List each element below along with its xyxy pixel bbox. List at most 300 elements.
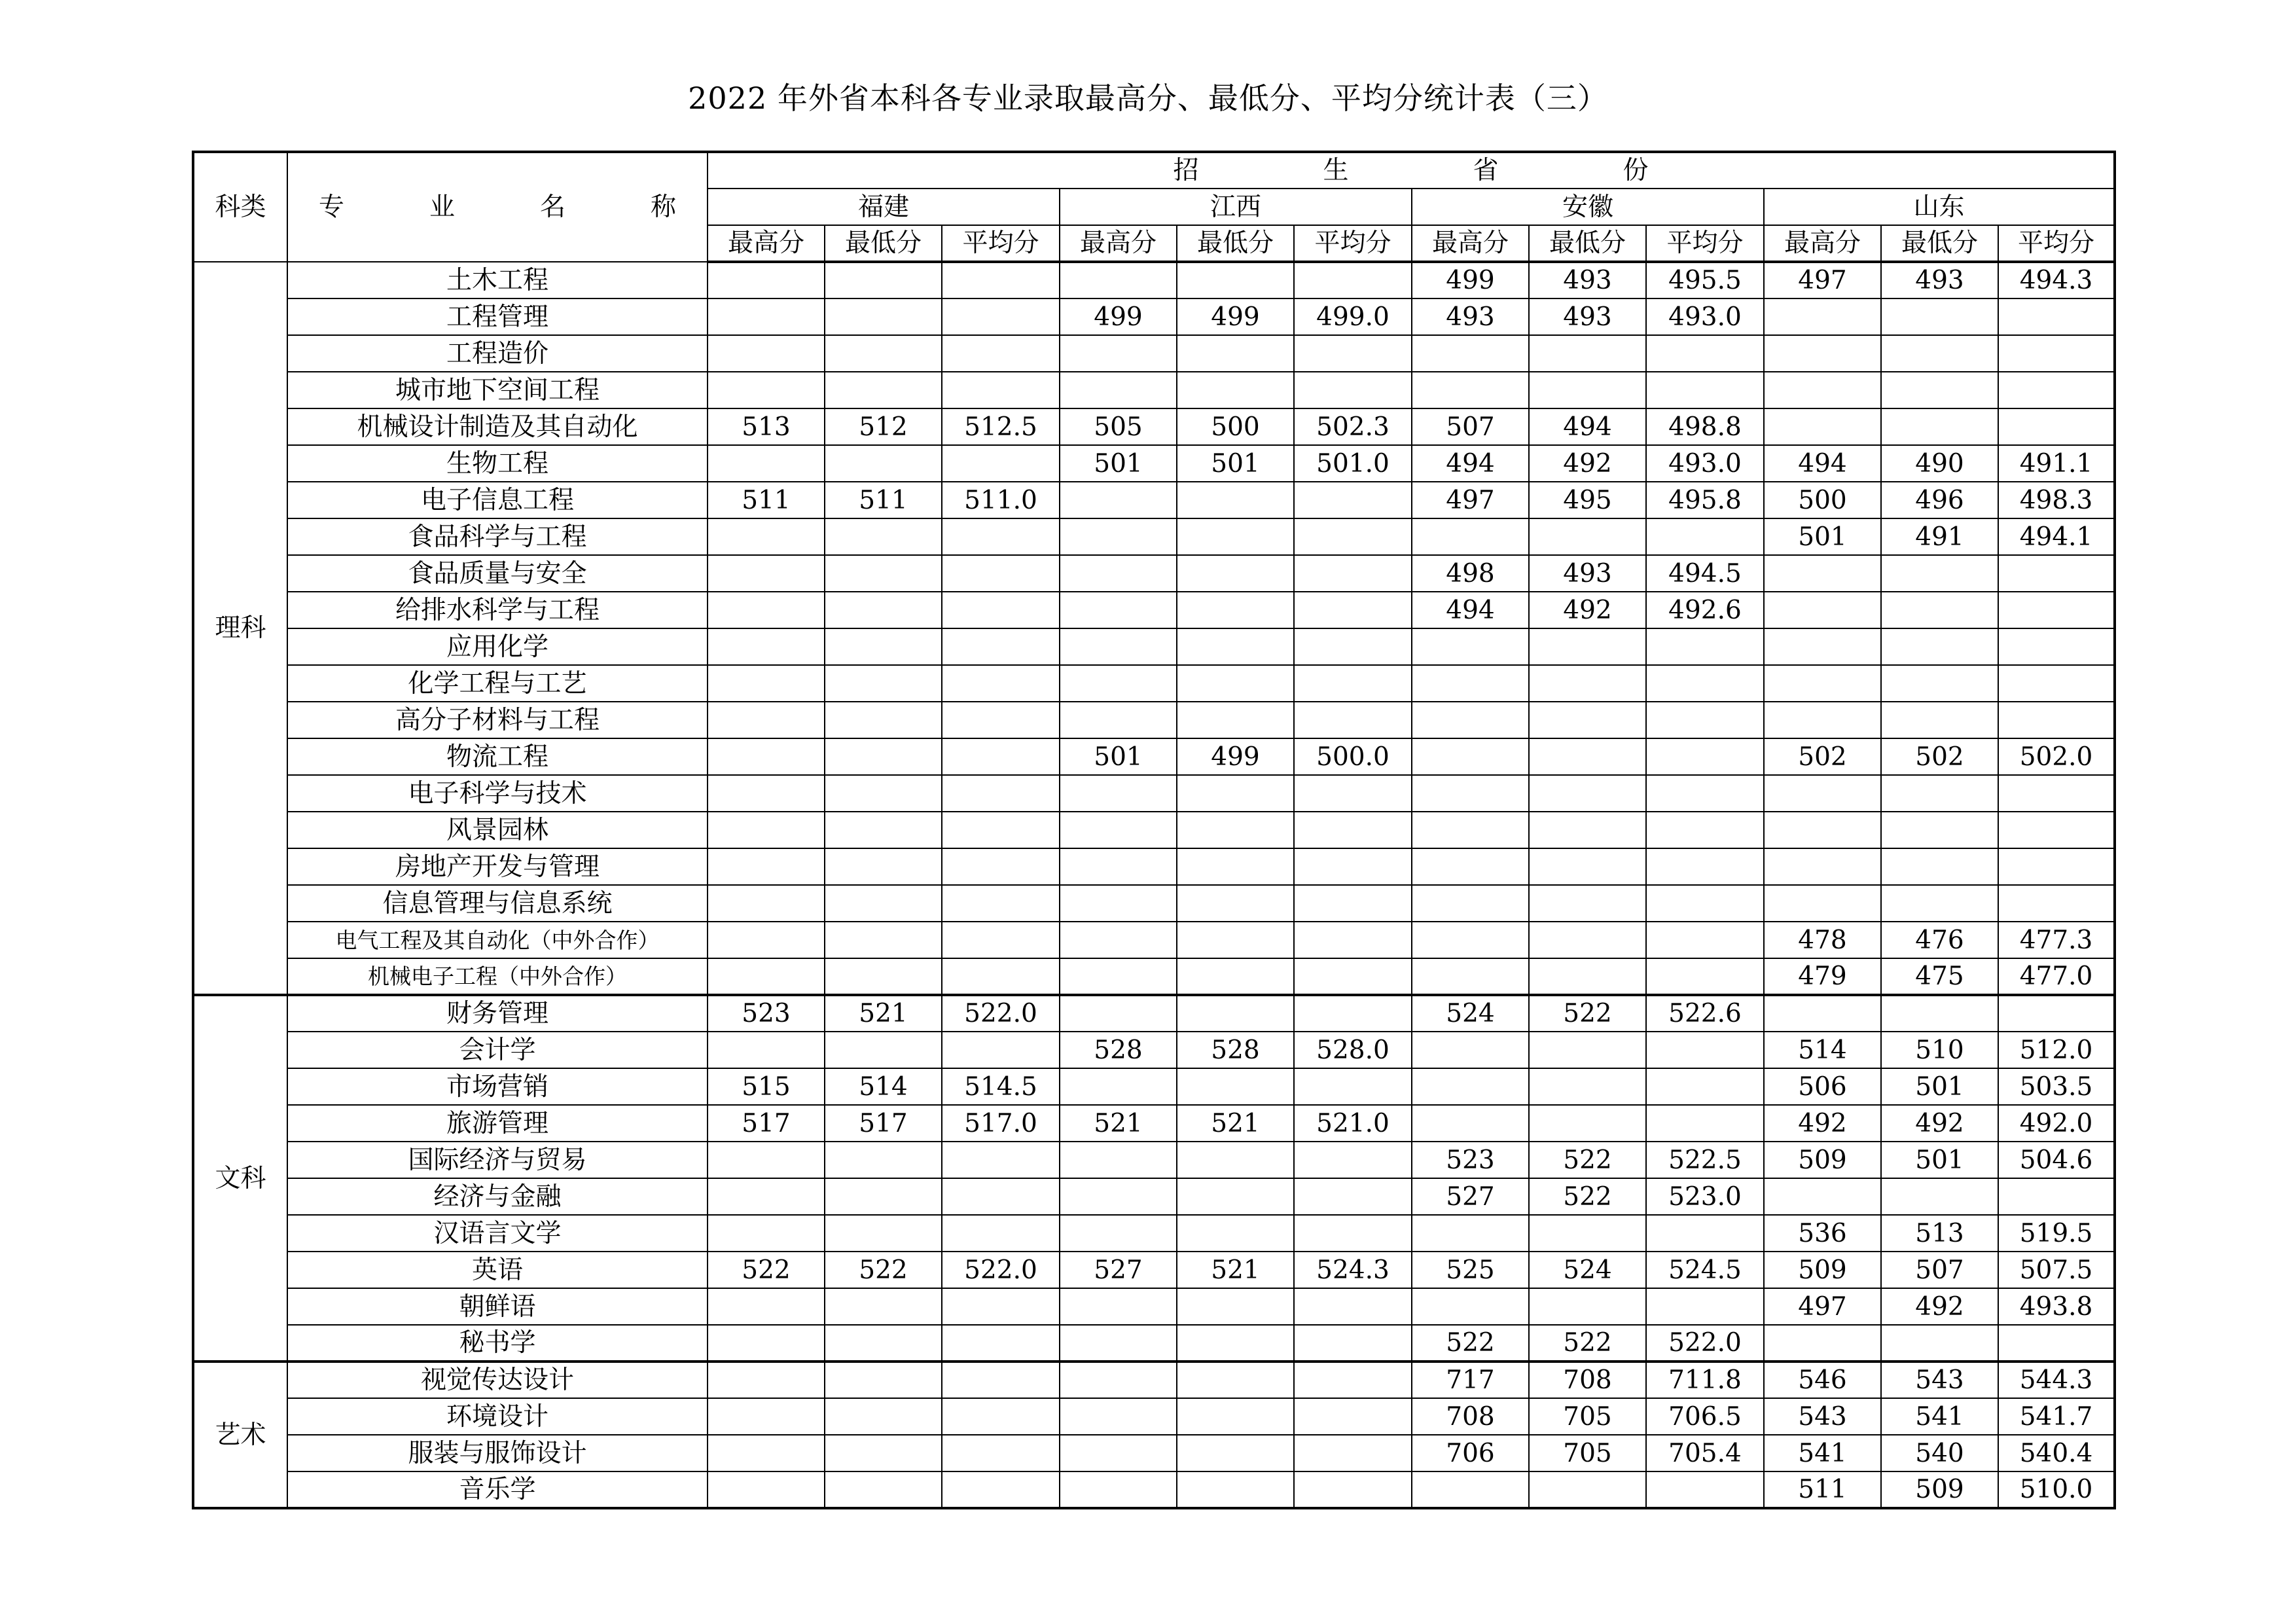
header-major-name (287, 152, 708, 262)
score-cell (1294, 1068, 1412, 1105)
table-row (193, 372, 2115, 408)
score-cell: 493.0 (1646, 298, 1764, 335)
score-cell: 511.0 (942, 482, 1060, 518)
major-name-cell: 朝鲜语 (287, 1288, 708, 1325)
score-cell: 522.6 (1646, 995, 1764, 1032)
score-cell (825, 1142, 942, 1178)
score-cell (1412, 848, 1529, 885)
score-cell (1412, 335, 1529, 372)
score-cell (1294, 592, 1412, 628)
major-name-cell: 物流工程 (287, 738, 708, 775)
score-cell (942, 702, 1060, 738)
score-cell: 541 (1881, 1398, 1998, 1435)
score-cell: 541.7 (1998, 1398, 2115, 1435)
major-name-cell: 土木工程 (287, 262, 708, 298)
score-cell (708, 885, 825, 922)
score-cell: 708 (1412, 1398, 1529, 1435)
major-name-cell: 环境设计 (287, 1398, 708, 1435)
score-cell (1764, 1178, 1881, 1215)
score-cell (1060, 812, 1177, 848)
score-cell: 497 (1764, 1288, 1881, 1325)
score-cell (1412, 1105, 1529, 1142)
score-cell: 494.1 (1998, 518, 2115, 555)
score-cell (942, 1435, 1060, 1471)
score-cell (1998, 812, 2115, 848)
score-cell (1177, 1471, 1294, 1508)
table-row (193, 812, 2115, 848)
score-cell (1529, 702, 1646, 738)
score-cell: 523 (1412, 1142, 1529, 1178)
score-cell: 517 (825, 1105, 942, 1142)
score-cell (1646, 1105, 1764, 1142)
score-cell (1764, 665, 1881, 702)
score-cell (1529, 665, 1646, 702)
score-cell (942, 738, 1060, 775)
score-cell (1881, 1178, 1998, 1215)
admission-score-table (192, 151, 2116, 1509)
score-cell (1881, 408, 1998, 445)
score-cell (1881, 298, 1998, 335)
score-cell (1060, 518, 1177, 555)
score-cell: 513 (1881, 1215, 1998, 1252)
header-sub-column: 最低分 (1881, 225, 1998, 262)
score-cell (1294, 885, 1412, 922)
score-cell: 705 (1529, 1398, 1646, 1435)
score-cell: 522.0 (942, 995, 1060, 1032)
score-cell: 501 (1764, 518, 1881, 555)
score-cell: 511 (708, 482, 825, 518)
score-cell (1529, 848, 1646, 885)
major-name-cell: 旅游管理 (287, 1105, 708, 1142)
score-cell: 523.0 (1646, 1178, 1764, 1215)
score-cell: 501 (1060, 445, 1177, 482)
score-cell: 540.4 (1998, 1435, 2115, 1471)
score-cell: 502.0 (1998, 738, 2115, 775)
score-cell: 546 (1764, 1362, 1881, 1398)
score-cell: 494 (1764, 445, 1881, 482)
score-cell (1646, 1068, 1764, 1105)
score-cell (1060, 702, 1177, 738)
score-cell (825, 518, 942, 555)
header-sub-column: 最低分 (825, 225, 942, 262)
score-cell: 524.3 (1294, 1252, 1412, 1288)
score-cell (1764, 1325, 1881, 1362)
score-cell (942, 628, 1060, 665)
score-cell (708, 922, 825, 958)
score-cell: 505 (1060, 408, 1177, 445)
score-cell: 506 (1764, 1068, 1881, 1105)
score-cell (825, 738, 942, 775)
score-cell (708, 958, 825, 995)
major-name-cell: 工程造价 (287, 335, 708, 372)
table-row (193, 1435, 2115, 1471)
score-cell: 509 (1881, 1471, 1998, 1508)
score-cell: 493.0 (1646, 445, 1764, 482)
score-cell (708, 592, 825, 628)
score-cell: 476 (1881, 922, 1998, 958)
major-name-cell: 机械电子工程（中外合作） (287, 958, 708, 995)
score-cell (942, 1032, 1060, 1068)
major-name-cell: 会计学 (287, 1032, 708, 1068)
score-cell (1412, 775, 1529, 812)
major-name-cell: 英语 (287, 1252, 708, 1288)
score-cell (1060, 1362, 1177, 1398)
score-cell (1764, 848, 1881, 885)
score-cell (1177, 665, 1294, 702)
score-cell: 524 (1529, 1252, 1646, 1288)
score-cell (825, 372, 942, 408)
score-cell (1998, 995, 2115, 1032)
score-cell: 493 (1529, 262, 1646, 298)
score-cell (1529, 775, 1646, 812)
major-name-cell: 应用化学 (287, 628, 708, 665)
score-cell: 711.8 (1646, 1362, 1764, 1398)
score-cell (825, 298, 942, 335)
score-cell (1764, 885, 1881, 922)
major-name-cell: 秘书学 (287, 1325, 708, 1362)
score-cell: 536 (1764, 1215, 1881, 1252)
score-cell: 512.0 (1998, 1032, 2115, 1068)
table-row (193, 885, 2115, 922)
major-name-cell: 工程管理 (287, 298, 708, 335)
score-cell (1177, 1435, 1294, 1471)
score-cell: 495.8 (1646, 482, 1764, 518)
table-row (193, 1471, 2115, 1508)
score-cell: 705 (1529, 1435, 1646, 1471)
score-cell: 491.1 (1998, 445, 2115, 482)
score-cell (1881, 628, 1998, 665)
score-cell: 499.0 (1294, 298, 1412, 335)
score-cell (1529, 922, 1646, 958)
score-cell (825, 555, 942, 592)
score-cell: 504.6 (1998, 1142, 2115, 1178)
score-cell: 514 (825, 1068, 942, 1105)
score-cell (825, 812, 942, 848)
score-cell (1646, 885, 1764, 922)
score-cell: 492 (1529, 592, 1646, 628)
score-cell: 493 (1881, 262, 1998, 298)
header-province: 福建 (708, 189, 1060, 225)
score-cell (1998, 1178, 2115, 1215)
score-cell (1294, 995, 1412, 1032)
table-row (193, 298, 2115, 335)
score-cell (942, 1142, 1060, 1178)
score-cell: 494 (1412, 592, 1529, 628)
major-name-cell: 电子信息工程 (287, 482, 708, 518)
score-cell: 522 (1529, 1142, 1646, 1178)
score-cell (825, 592, 942, 628)
score-cell: 543 (1881, 1362, 1998, 1398)
score-cell (825, 262, 942, 298)
table-row (193, 1215, 2115, 1252)
score-cell (1177, 628, 1294, 665)
score-cell: 527 (1060, 1252, 1177, 1288)
score-cell (1060, 628, 1177, 665)
score-cell: 706 (1412, 1435, 1529, 1471)
score-cell (708, 848, 825, 885)
score-cell (1412, 628, 1529, 665)
table-row (193, 1325, 2115, 1362)
table-row (193, 702, 2115, 738)
score-cell (1412, 665, 1529, 702)
score-cell: 521.0 (1294, 1105, 1412, 1142)
score-cell (1529, 335, 1646, 372)
score-cell (1529, 628, 1646, 665)
score-cell (1529, 1471, 1646, 1508)
score-cell (1294, 1288, 1412, 1325)
table-row (193, 922, 2115, 958)
table-row (193, 1105, 2115, 1142)
score-cell (1764, 702, 1881, 738)
score-cell (1764, 335, 1881, 372)
score-cell (708, 445, 825, 482)
score-cell: 477.0 (1998, 958, 2115, 995)
score-cell (1529, 812, 1646, 848)
header-major-name-text: 专 业 名 称 (318, 192, 677, 222)
score-cell: 494 (1412, 445, 1529, 482)
score-cell (1294, 665, 1412, 702)
score-cell (1177, 1398, 1294, 1435)
score-cell: 522 (1529, 1178, 1646, 1215)
score-cell: 522 (825, 1252, 942, 1288)
score-cell: 500 (1177, 408, 1294, 445)
major-name-cell: 财务管理 (287, 995, 708, 1032)
score-cell: 497 (1764, 262, 1881, 298)
header-sub-column: 平均分 (942, 225, 1060, 262)
score-cell: 514 (1764, 1032, 1881, 1068)
table-row (193, 1178, 2115, 1215)
score-cell (1998, 848, 2115, 885)
score-cell (1177, 775, 1294, 812)
score-cell (942, 1325, 1060, 1362)
major-name-cell: 音乐学 (287, 1471, 708, 1508)
score-cell (1294, 1142, 1412, 1178)
score-cell: 507 (1881, 1252, 1998, 1288)
score-cell: 541 (1764, 1435, 1881, 1471)
score-cell (1881, 592, 1998, 628)
score-cell (942, 298, 1060, 335)
score-cell (1060, 1215, 1177, 1252)
score-cell (1412, 922, 1529, 958)
table-row (193, 555, 2115, 592)
score-cell (1294, 848, 1412, 885)
score-cell (708, 1178, 825, 1215)
score-cell: 522 (1529, 1325, 1646, 1362)
score-cell (1646, 812, 1764, 848)
score-cell (1060, 482, 1177, 518)
score-cell (1060, 1068, 1177, 1105)
score-cell (1294, 775, 1412, 812)
score-cell: 492 (1529, 445, 1646, 482)
score-cell (1998, 592, 2115, 628)
score-cell: 513 (708, 408, 825, 445)
score-cell: 496 (1881, 482, 1998, 518)
score-cell (1881, 812, 1998, 848)
score-cell: 501 (1060, 738, 1177, 775)
score-cell (708, 1471, 825, 1508)
score-cell (1294, 262, 1412, 298)
score-cell (942, 1215, 1060, 1252)
header-sub-column: 最高分 (1412, 225, 1529, 262)
score-cell: 492 (1881, 1288, 1998, 1325)
score-cell (942, 262, 1060, 298)
score-cell: 522 (1529, 995, 1646, 1032)
score-cell: 522 (708, 1252, 825, 1288)
score-cell (942, 372, 1060, 408)
score-cell (1060, 372, 1177, 408)
table-row (193, 1288, 2115, 1325)
score-cell (1998, 1325, 2115, 1362)
score-cell (825, 702, 942, 738)
score-cell (1646, 848, 1764, 885)
score-cell: 507.5 (1998, 1252, 2115, 1288)
score-cell (1529, 885, 1646, 922)
score-cell: 497 (1412, 482, 1529, 518)
score-cell (825, 1178, 942, 1215)
score-cell: 511 (825, 482, 942, 518)
score-cell (1177, 958, 1294, 995)
score-cell (1060, 335, 1177, 372)
header-province-group-text: 招 生 省 份 (1173, 156, 1649, 185)
category-cell: 艺术 (193, 1362, 287, 1508)
score-cell: 544.3 (1998, 1362, 2115, 1398)
major-name-cell: 视觉传达设计 (287, 1362, 708, 1398)
score-cell (1764, 408, 1881, 445)
score-cell (942, 335, 1060, 372)
score-cell: 708 (1529, 1362, 1646, 1398)
score-cell: 490 (1881, 445, 1998, 482)
header-sub-column: 平均分 (1294, 225, 1412, 262)
score-cell: 498.8 (1646, 408, 1764, 445)
score-cell (1177, 812, 1294, 848)
score-cell (1060, 592, 1177, 628)
major-name-cell: 服装与服饰设计 (287, 1435, 708, 1471)
score-cell (825, 1398, 942, 1435)
score-cell (1294, 1471, 1412, 1508)
score-cell (1881, 335, 1998, 372)
score-cell (1412, 702, 1529, 738)
score-cell: 477.3 (1998, 922, 2115, 958)
score-cell: 502 (1881, 738, 1998, 775)
score-cell: 492 (1881, 1105, 1998, 1142)
score-cell (1881, 702, 1998, 738)
score-cell (1764, 372, 1881, 408)
score-cell (942, 1178, 1060, 1215)
score-cell (1529, 958, 1646, 995)
score-cell: 705.4 (1646, 1435, 1764, 1471)
score-cell (1177, 518, 1294, 555)
score-cell: 498.3 (1998, 482, 2115, 518)
score-cell (942, 958, 1060, 995)
score-cell (1764, 628, 1881, 665)
score-cell: 523 (708, 995, 825, 1032)
score-cell (825, 775, 942, 812)
score-cell (708, 335, 825, 372)
score-cell: 525 (1412, 1252, 1529, 1288)
table-row (193, 1068, 2115, 1105)
score-cell (1177, 1362, 1294, 1398)
score-cell: 540 (1881, 1435, 1998, 1471)
score-cell (1412, 885, 1529, 922)
score-cell (708, 298, 825, 335)
score-cell (1998, 775, 2115, 812)
score-cell (1998, 702, 2115, 738)
score-cell: 517 (708, 1105, 825, 1142)
score-cell: 492.0 (1998, 1105, 2115, 1142)
table-row (193, 1398, 2115, 1435)
score-cell (1881, 372, 1998, 408)
score-cell (942, 1362, 1060, 1398)
score-cell (1294, 1398, 1412, 1435)
score-cell (1060, 1398, 1177, 1435)
score-cell: 492.6 (1646, 592, 1764, 628)
score-cell (942, 555, 1060, 592)
score-cell (825, 922, 942, 958)
score-cell: 543 (1764, 1398, 1881, 1435)
score-cell (1294, 958, 1412, 995)
score-cell (1881, 885, 1998, 922)
header-province: 江西 (1060, 189, 1412, 225)
score-cell (825, 958, 942, 995)
score-cell (1646, 702, 1764, 738)
score-cell (1646, 1215, 1764, 1252)
score-cell (1294, 518, 1412, 555)
score-cell (1412, 1215, 1529, 1252)
score-cell: 493 (1412, 298, 1529, 335)
table-row (193, 518, 2115, 555)
table-row (193, 262, 2115, 298)
major-name-cell: 高分子材料与工程 (287, 702, 708, 738)
score-cell (1177, 335, 1294, 372)
score-cell (1177, 1288, 1294, 1325)
score-cell: 521 (825, 995, 942, 1032)
score-cell (1646, 775, 1764, 812)
score-cell (1294, 482, 1412, 518)
score-cell: 517.0 (942, 1105, 1060, 1142)
header-sub-column: 最高分 (708, 225, 825, 262)
score-cell (825, 445, 942, 482)
score-cell (1177, 372, 1294, 408)
major-name-cell: 食品科学与工程 (287, 518, 708, 555)
score-cell: 501 (1177, 445, 1294, 482)
score-cell (1998, 555, 2115, 592)
page-title: 2022 年外省本科各专业录取最高分、最低分、平均分统计表（三） (688, 81, 1608, 116)
table-row (193, 1362, 2115, 1398)
score-cell (1529, 1288, 1646, 1325)
score-cell: 501 (1881, 1142, 1998, 1178)
score-cell (1177, 995, 1294, 1032)
score-cell (942, 922, 1060, 958)
score-cell (825, 1471, 942, 1508)
score-cell (1881, 555, 1998, 592)
score-cell (1294, 555, 1412, 592)
score-cell (1294, 1215, 1412, 1252)
header-province: 安徽 (1412, 189, 1764, 225)
score-cell (942, 518, 1060, 555)
score-cell: 512 (825, 408, 942, 445)
score-cell (1412, 1471, 1529, 1508)
score-cell (1294, 1435, 1412, 1471)
score-cell: 514.5 (942, 1068, 1060, 1105)
score-cell (1060, 1435, 1177, 1471)
score-cell: 500 (1764, 482, 1881, 518)
score-cell (1177, 592, 1294, 628)
score-cell (1764, 298, 1881, 335)
score-cell (708, 1325, 825, 1362)
table-row (193, 775, 2115, 812)
score-cell (1646, 958, 1764, 995)
score-cell (1294, 1362, 1412, 1398)
